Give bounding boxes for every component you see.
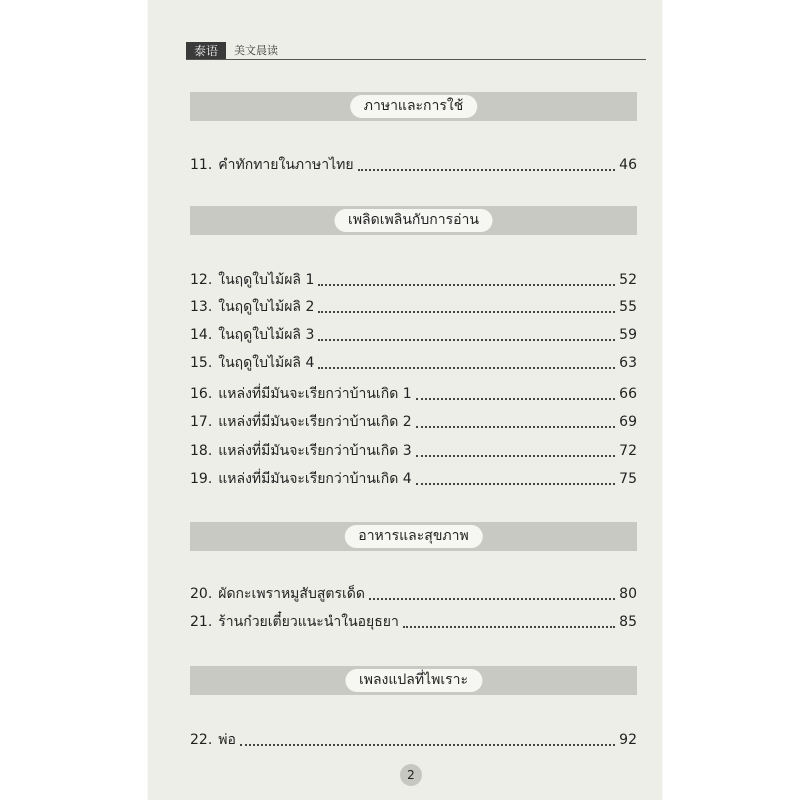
entry-page: 52 <box>619 272 637 288</box>
entry-title: แหล่งที่มีมันจะเรียกว่าบ้านเกิด 3 <box>218 443 412 459</box>
toc-entry[interactable] <box>190 731 637 749</box>
entry-page: 66 <box>619 386 637 402</box>
toc-entry[interactable] <box>190 326 637 344</box>
header-book-label: 泰语 <box>186 42 226 60</box>
dot-leader <box>358 159 615 171</box>
dot-leader <box>318 274 615 286</box>
entry-title: ในฤดูใบไม้ผลิ 2 <box>218 299 315 315</box>
entry-page: 69 <box>619 414 637 430</box>
toc-entry[interactable] <box>190 613 637 631</box>
entry-number: 15. <box>190 355 213 371</box>
toc-entry[interactable] <box>190 385 637 403</box>
toc-entry[interactable] <box>190 156 637 174</box>
entry-title: ร้านก๋วยเตี๋ยวแนะนำในอยุธยา <box>218 614 399 630</box>
section-title: เพลิดเพลินกับการอ่าน <box>334 209 493 232</box>
header-divider <box>186 59 646 60</box>
toc-entry[interactable] <box>190 298 637 316</box>
section-heading-songs <box>190 666 637 695</box>
entry-title: แหล่งที่มีมันจะเรียกว่าบ้านเกิด 4 <box>218 471 412 487</box>
dot-leader <box>318 357 615 369</box>
entry-page: 59 <box>619 327 637 343</box>
entry-page: 72 <box>619 443 637 459</box>
section-title: อาหารและสุขภาพ <box>344 525 482 548</box>
toc-entry[interactable] <box>190 413 637 431</box>
entry-page: 80 <box>619 586 637 602</box>
entry-title: แหล่งที่มีมันจะเรียกว่าบ้านเกิด 1 <box>218 386 412 402</box>
dot-leader <box>403 616 615 628</box>
entry-number: 16. <box>190 386 213 402</box>
entry-title: ผัดกะเพราหมูสับสูตรเด็ด <box>218 586 365 602</box>
page-number-badge: 2 <box>400 764 422 786</box>
entry-number: 22. <box>190 732 213 748</box>
dot-leader <box>318 301 615 313</box>
toc-entry[interactable] <box>190 585 637 603</box>
toc-entry[interactable] <box>190 442 637 460</box>
header-subtitle: 美文晨读 <box>234 44 278 57</box>
entry-number: 20. <box>190 586 213 602</box>
dot-leader <box>416 388 615 400</box>
entry-page: 46 <box>619 157 637 173</box>
entry-number: 13. <box>190 299 213 315</box>
section-heading-food <box>190 522 637 551</box>
entry-number: 18. <box>190 443 213 459</box>
section-title: เพลงแปลที่ไพเราะ <box>345 669 482 692</box>
toc-entry[interactable] <box>190 470 637 488</box>
entry-title: ในฤดูใบไม้ผลิ 1 <box>218 272 315 288</box>
dot-leader <box>416 473 615 485</box>
entry-title: แหล่งที่มีมันจะเรียกว่าบ้านเกิด 2 <box>218 414 412 430</box>
entry-page: 75 <box>619 471 637 487</box>
dot-leader <box>416 416 615 428</box>
entry-page: 63 <box>619 355 637 371</box>
section-title: ภาษาและการใช้ <box>350 95 478 118</box>
entry-title: พ่อ <box>218 732 236 748</box>
toc-entry[interactable] <box>190 271 637 289</box>
entry-page: 92 <box>619 732 637 748</box>
entry-title: คำทักทายในภาษาไทย <box>218 157 354 173</box>
toc-entry[interactable] <box>190 354 637 372</box>
entry-number: 12. <box>190 272 213 288</box>
entry-number: 14. <box>190 327 213 343</box>
dot-leader <box>240 734 615 746</box>
entry-number: 11. <box>190 157 213 173</box>
book-page <box>148 0 662 800</box>
entry-title: ในฤดูใบไม้ผลิ 3 <box>218 327 315 343</box>
entry-page: 55 <box>619 299 637 315</box>
entry-number: 19. <box>190 471 213 487</box>
dot-leader <box>369 588 615 600</box>
entry-page: 85 <box>619 614 637 630</box>
entry-title: ในฤดูใบไม้ผลิ 4 <box>218 355 315 371</box>
entry-number: 17. <box>190 414 213 430</box>
dot-leader <box>416 445 615 457</box>
section-heading-language <box>190 92 637 121</box>
section-heading-reading <box>190 206 637 235</box>
entry-number: 21. <box>190 614 213 630</box>
running-header <box>186 42 646 60</box>
dot-leader <box>318 329 615 341</box>
